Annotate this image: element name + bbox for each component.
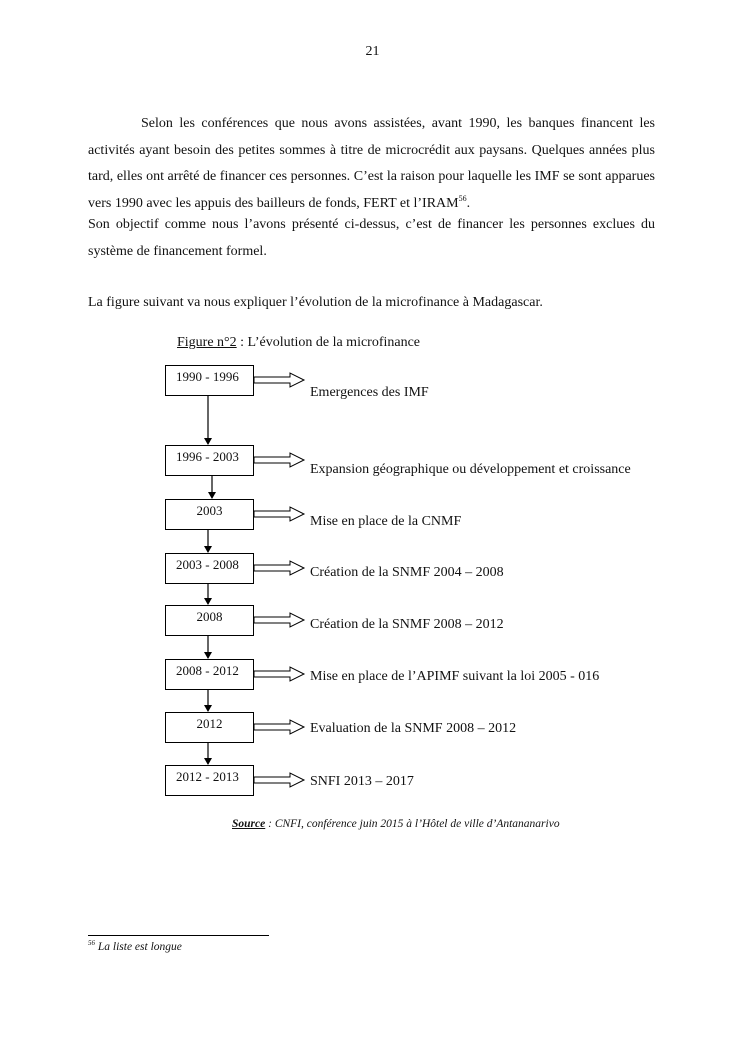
step-description-8: SNFI 2013 – 2017 <box>310 774 414 789</box>
period-label: 2012 <box>196 716 223 731</box>
period-box-2012 <box>165 712 254 743</box>
period-box-2003 <box>165 499 254 530</box>
page-number: 21 <box>365 44 380 59</box>
hollow-arrow-4 <box>254 561 304 575</box>
period-label: 2003 <box>196 503 223 518</box>
hollow-arrow-5 <box>254 613 304 627</box>
period-label: 2012 - 2013 <box>176 769 239 784</box>
hollow-arrow-1 <box>254 373 304 387</box>
source-text: : CNFI, conférence juin 2015 à l’Hôtel de ville d’Antananarivo <box>265 818 560 830</box>
period-label: 1996 - 2003 <box>176 449 239 464</box>
hollow-arrow-6 <box>254 667 304 681</box>
paragraph-2: Son objectif comme nous l’avons présenté ci-dessus, c’est de financer les personnes exclues du système de financement formel. <box>88 217 655 259</box>
figure-source <box>232 818 560 830</box>
footnote-text: La liste est longue <box>97 941 182 953</box>
step-description-2: Expansion géographique ou développement et croissance <box>310 462 631 477</box>
paragraph-1-end: . <box>466 195 471 211</box>
period-box-2012-2013 <box>165 765 254 796</box>
period-box-2008-2012 <box>165 659 254 690</box>
period-label: 1990 - 1996 <box>176 369 239 384</box>
footnote-divider <box>88 935 269 936</box>
step-description-5: Création de la SNMF 2008 – 2012 <box>310 617 504 632</box>
step-description-3: Mise en place de la CNMF <box>310 514 462 529</box>
period-box-1996-2003 <box>165 445 254 476</box>
step-description-1: Emergences des IMF <box>310 385 429 400</box>
period-box-2003-2008 <box>165 553 254 584</box>
hollow-arrow-3 <box>254 507 304 521</box>
footnote-reference[interactable]: 56 <box>458 193 467 203</box>
step-description-6: Mise en place de l’APIMF suivant la loi 2005 - 016 <box>310 669 600 684</box>
figure-caption-title: : L’évolution de la microfinance <box>236 335 421 350</box>
hollow-arrow-2 <box>254 453 304 467</box>
hollow-arrow-7 <box>254 720 304 734</box>
period-label: 2008 - 2012 <box>176 663 239 678</box>
paragraph-3: La figure suivant va nous expliquer l’évolution de la microfinance à Madagascar. <box>88 295 543 310</box>
period-box-2008 <box>165 605 254 636</box>
source-label: Source <box>232 818 266 830</box>
step-description-7: Evaluation de la SNMF 2008 – 2012 <box>310 721 517 736</box>
paragraph-1-text: Selon les conférences que nous avons assistées, avant 1990, les banques financent les activités ayant besoin des petites sommes à titre de microcrédit aux paysans. Quelques années plus tard, elles ont arrêté de financer ces personnes. C’est la raison pour laquelle les IMF se sont apparues vers 1990 avec les appuis des bailleurs de fonds, FERT et l’IRAM <box>88 116 655 211</box>
figure-caption-label: Figure n°2 <box>177 335 237 350</box>
step-description-4: Création de la SNMF 2004 – 2008 <box>310 565 504 580</box>
footnote-number: 56 <box>88 939 95 947</box>
period-box-1990-1996 <box>165 365 254 396</box>
footnote <box>88 941 182 953</box>
period-label: 2008 <box>196 609 223 624</box>
hollow-arrow-8 <box>254 773 304 787</box>
period-label: 2003 - 2008 <box>176 557 239 572</box>
